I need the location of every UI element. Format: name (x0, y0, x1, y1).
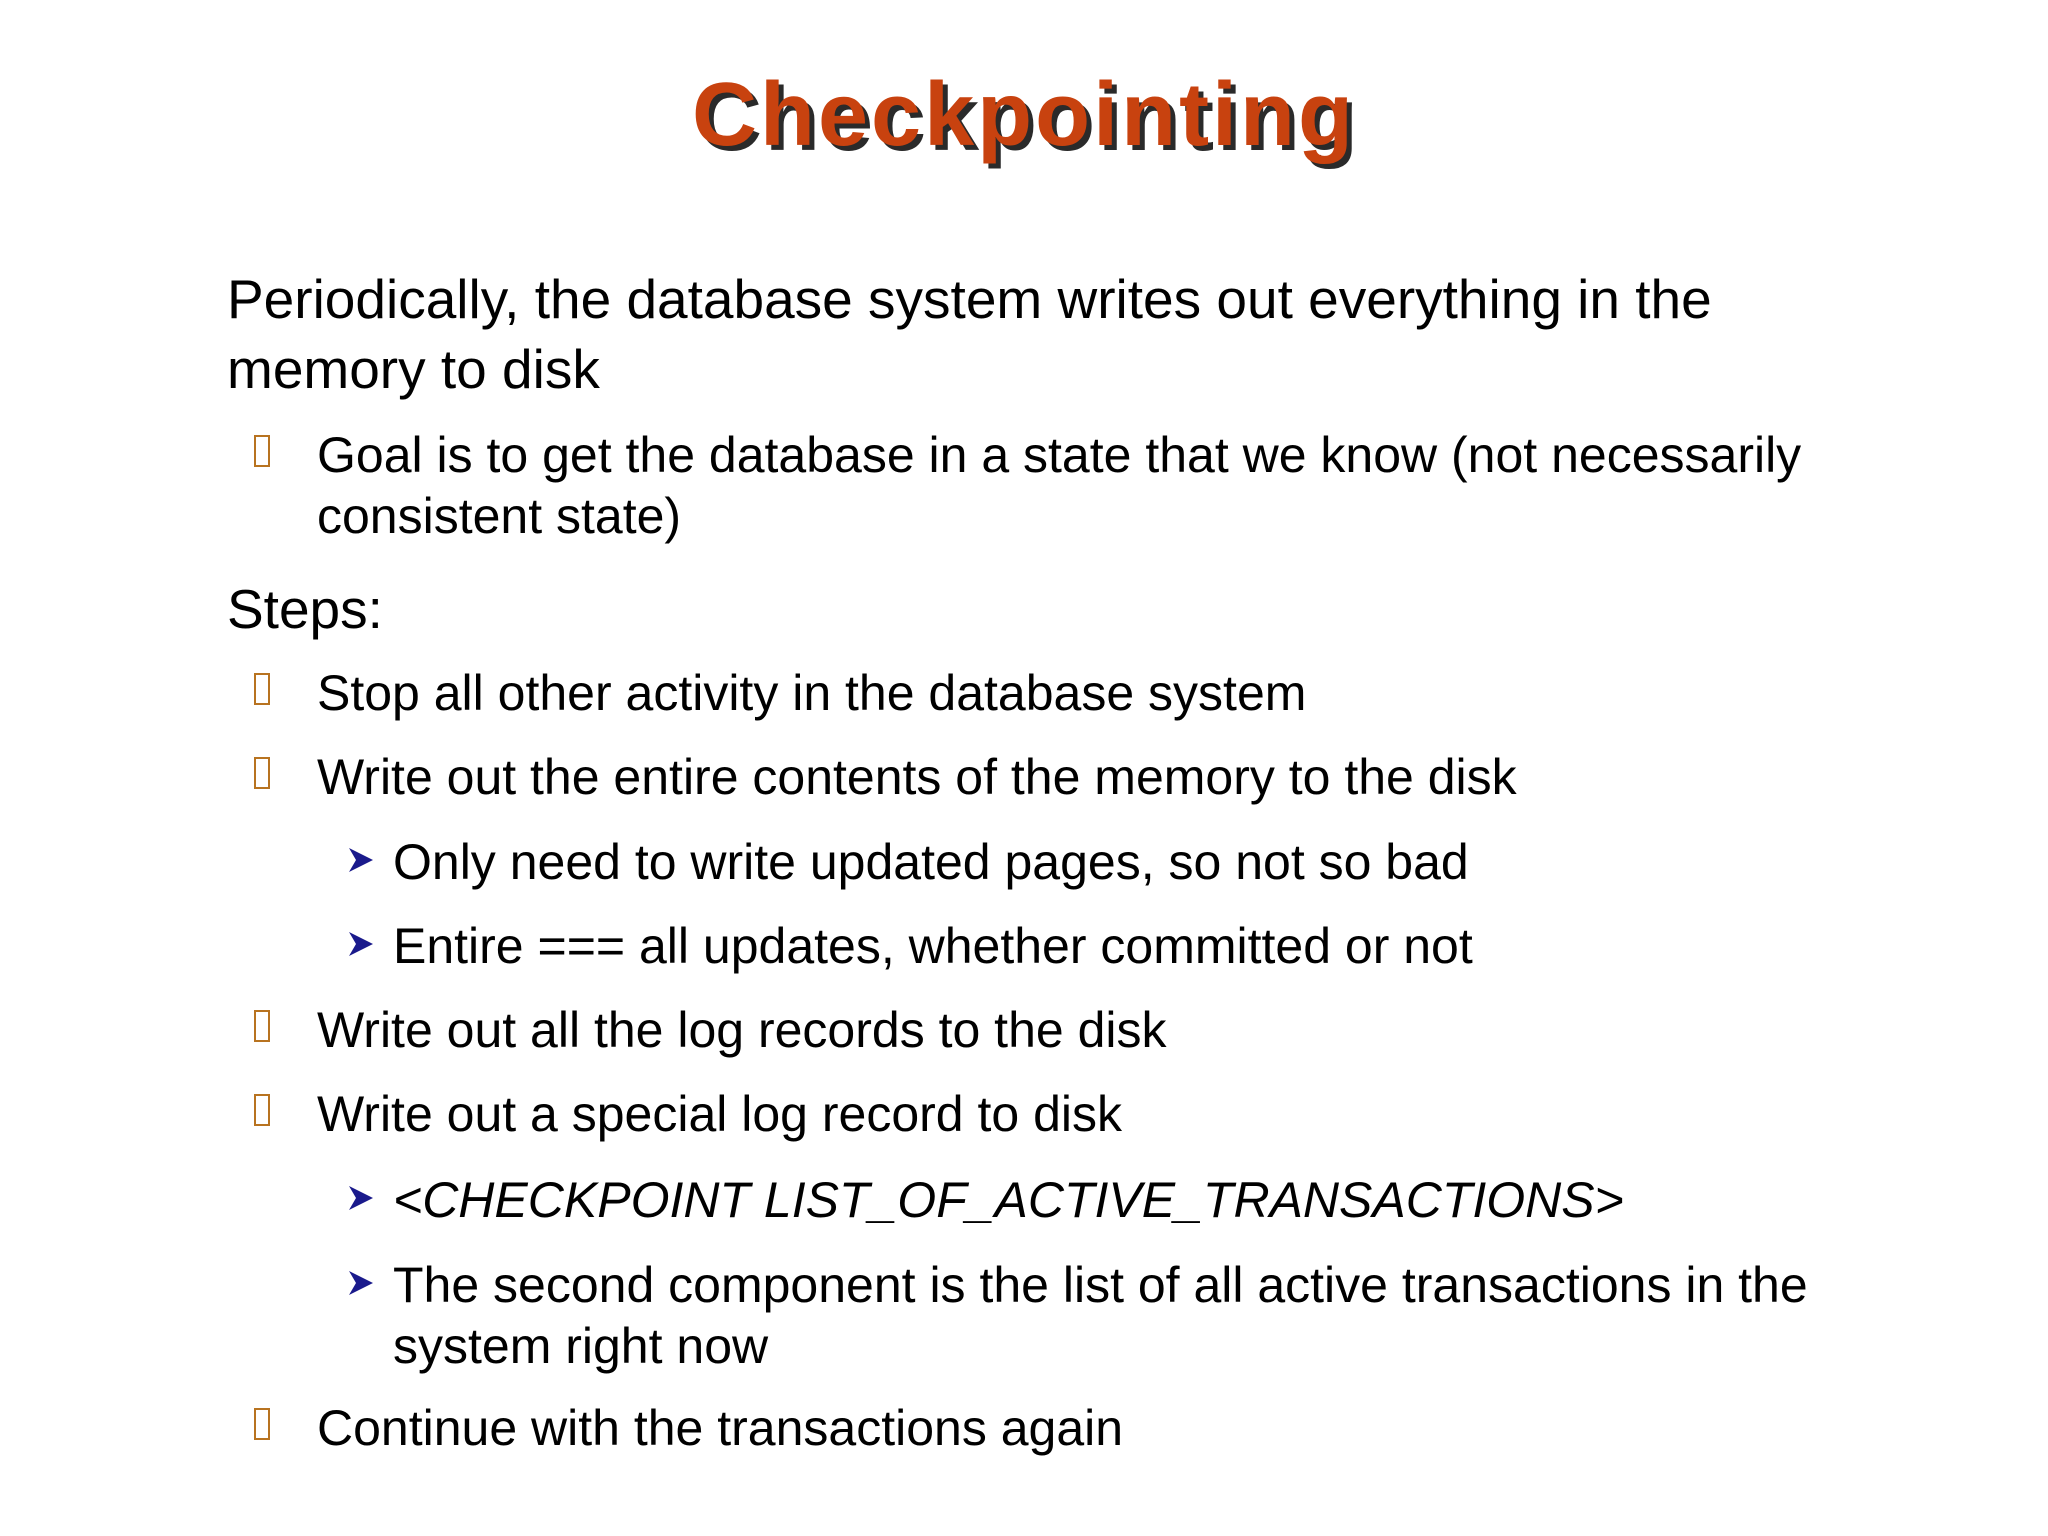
arrow-bullet-icon (346, 1183, 376, 1213)
section-heading: Steps: (227, 578, 383, 640)
arrow-bullet-icon (346, 1268, 376, 1298)
list-item: Write out a special log record to disk (317, 1086, 1123, 1142)
square-bullet-icon (254, 673, 270, 705)
square-bullet-icon (254, 435, 270, 467)
sub-list-item: <CHECKPOINT LIST_OF_ACTIVE_TRANSACTIONS> (393, 1172, 1624, 1228)
sub-list-item: The second component is the list of all active transactions in the system right now (393, 1257, 1808, 1374)
square-bullet-icon (254, 1010, 270, 1042)
sub-list-item: Only need to write updated pages, so not so bad (393, 834, 1469, 890)
arrow-bullet-icon (346, 845, 376, 875)
list-item: Write out the entire contents of the memory to the disk (317, 749, 1517, 805)
sub-list-item: Entire === all updates, whether committed or not (393, 918, 1473, 974)
slide-title: Checkpointing (692, 65, 1356, 165)
square-bullet-icon (254, 757, 270, 789)
square-bullet-icon (254, 1408, 270, 1440)
square-bullet-icon (254, 1094, 270, 1126)
list-item: Stop all other activity in the database system (317, 665, 1307, 721)
arrow-bullet-icon (346, 929, 376, 959)
list-item: Continue with the transactions again (317, 1400, 1124, 1456)
list-item: Goal is to get the database in a state that we know (not necessarily consistent state) (317, 427, 1802, 544)
body-paragraph: Periodically, the database system writes out everything in the memory to disk (227, 268, 1712, 400)
list-item: Write out all the log records to the disk (317, 1002, 1167, 1058)
